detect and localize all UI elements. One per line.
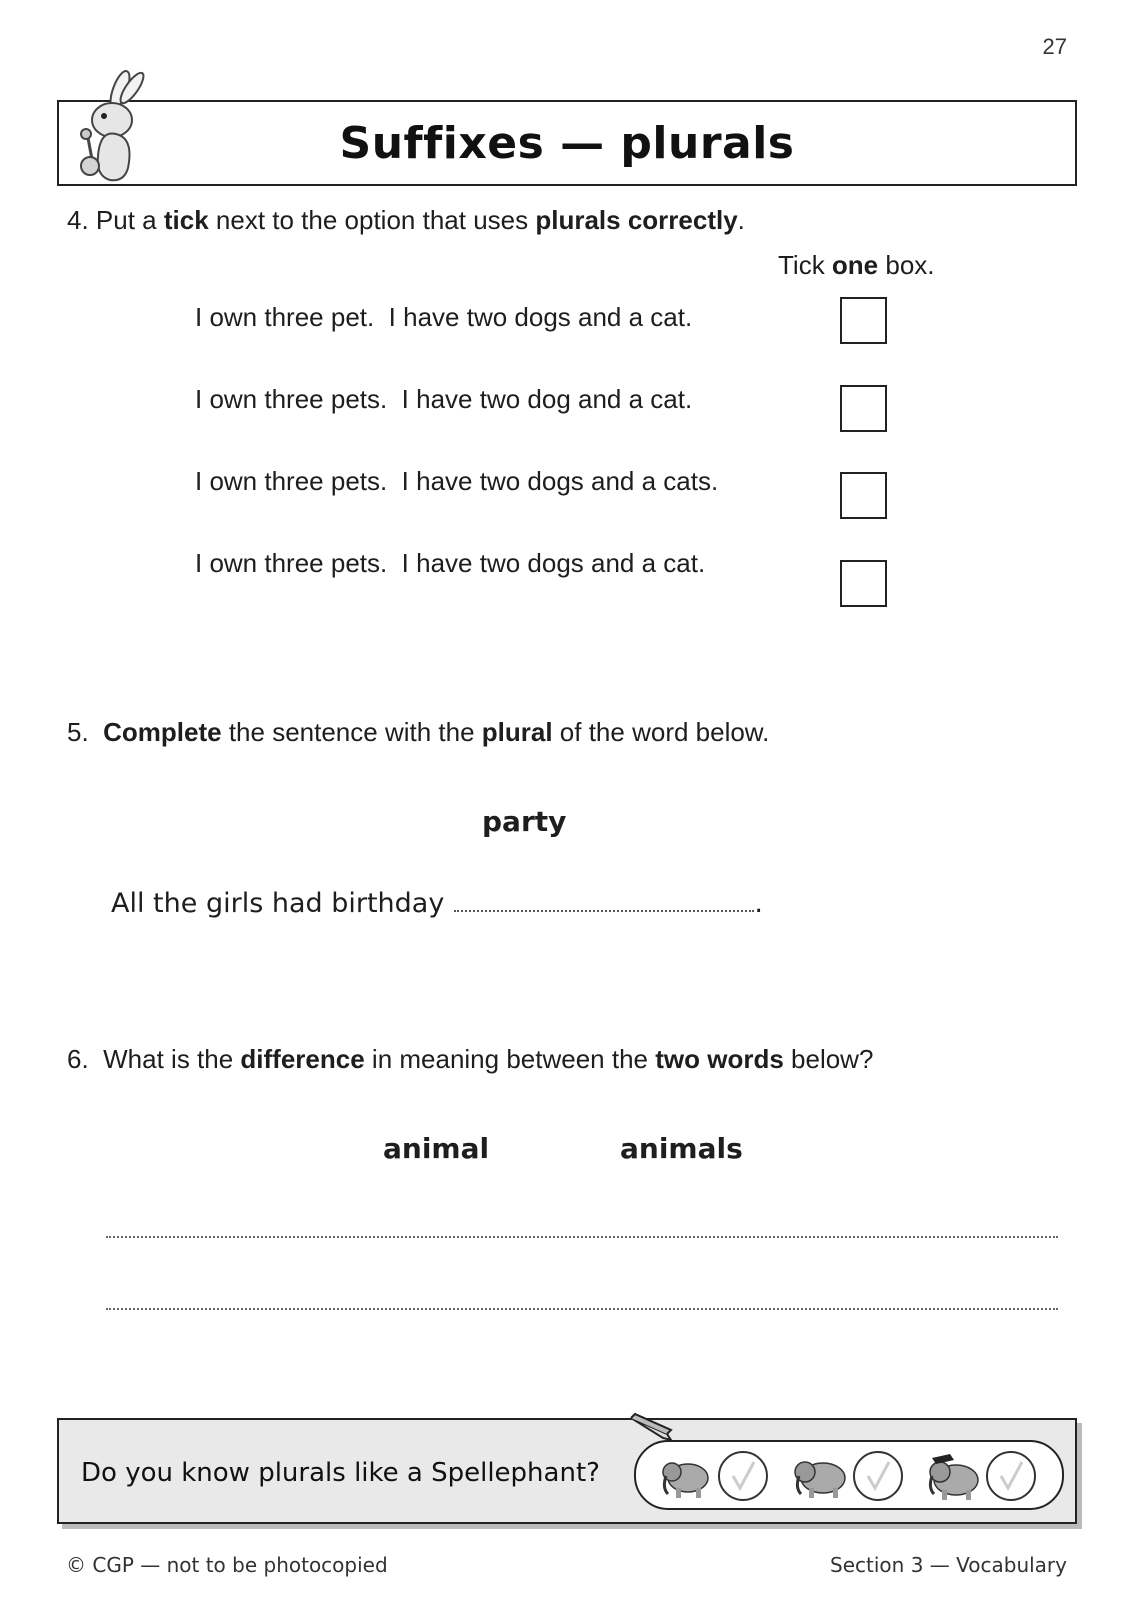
elephant-icon	[795, 1462, 845, 1498]
rating-scale	[634, 1440, 1064, 1510]
tick-instruction: Tick one box.	[778, 250, 935, 280]
self-assessment-question: Do you know plurals like a Spellephant?	[81, 1458, 600, 1488]
option-text: I own three pets. I have two dogs and a cat.	[195, 548, 706, 578]
question-5-prompt: 5. Complete the sentence with the plural of the word below.	[67, 717, 770, 747]
self-assessment-box	[57, 1418, 1077, 1524]
rabbit-mascot-icon	[68, 68, 148, 188]
word-2: animals	[620, 1132, 743, 1165]
question-number: 6.	[67, 1044, 89, 1074]
pencil-icon	[627, 1412, 679, 1442]
page-number: 27	[1042, 34, 1067, 59]
option-text: I own three pets. I have two dogs and a cats.	[195, 466, 719, 496]
question-number: 5.	[67, 717, 89, 747]
question-number: 4.	[67, 205, 89, 235]
rating-1[interactable]	[658, 1448, 778, 1504]
option-text: I own three pets. I have two dog and a cat.	[195, 384, 693, 414]
elephant-graduate-icon	[930, 1454, 978, 1500]
answer-line-2[interactable]	[106, 1308, 1058, 1310]
tick-box-1[interactable]	[840, 297, 887, 344]
word-1: animal	[383, 1132, 490, 1165]
target-word: party	[482, 805, 567, 838]
page-title: Suffixes — plurals	[339, 118, 795, 169]
rating-2[interactable]	[791, 1448, 911, 1504]
question-4-prompt: 4. Put a tick next to the option that uses plurals correctly.	[67, 205, 745, 235]
question-6-prompt: 6. What is the difference in meaning between the two words below?	[67, 1044, 874, 1074]
tick-box-3[interactable]	[840, 472, 887, 519]
tick-box-2[interactable]	[840, 385, 887, 432]
rating-3[interactable]	[924, 1448, 1044, 1504]
answer-blank[interactable]	[454, 890, 754, 912]
option-text: I own three pet. I have two dogs and a cat.	[195, 302, 693, 332]
title-box	[57, 100, 1077, 186]
fill-sentence: All the girls had birthday .	[111, 888, 763, 919]
elephant-icon	[663, 1463, 708, 1498]
section-label: Section 3 — Vocabulary	[830, 1553, 1067, 1577]
answer-line-1[interactable]	[106, 1236, 1058, 1238]
tick-box-4[interactable]	[840, 560, 887, 607]
copyright-notice: © CGP — not to be photocopied	[66, 1553, 388, 1577]
